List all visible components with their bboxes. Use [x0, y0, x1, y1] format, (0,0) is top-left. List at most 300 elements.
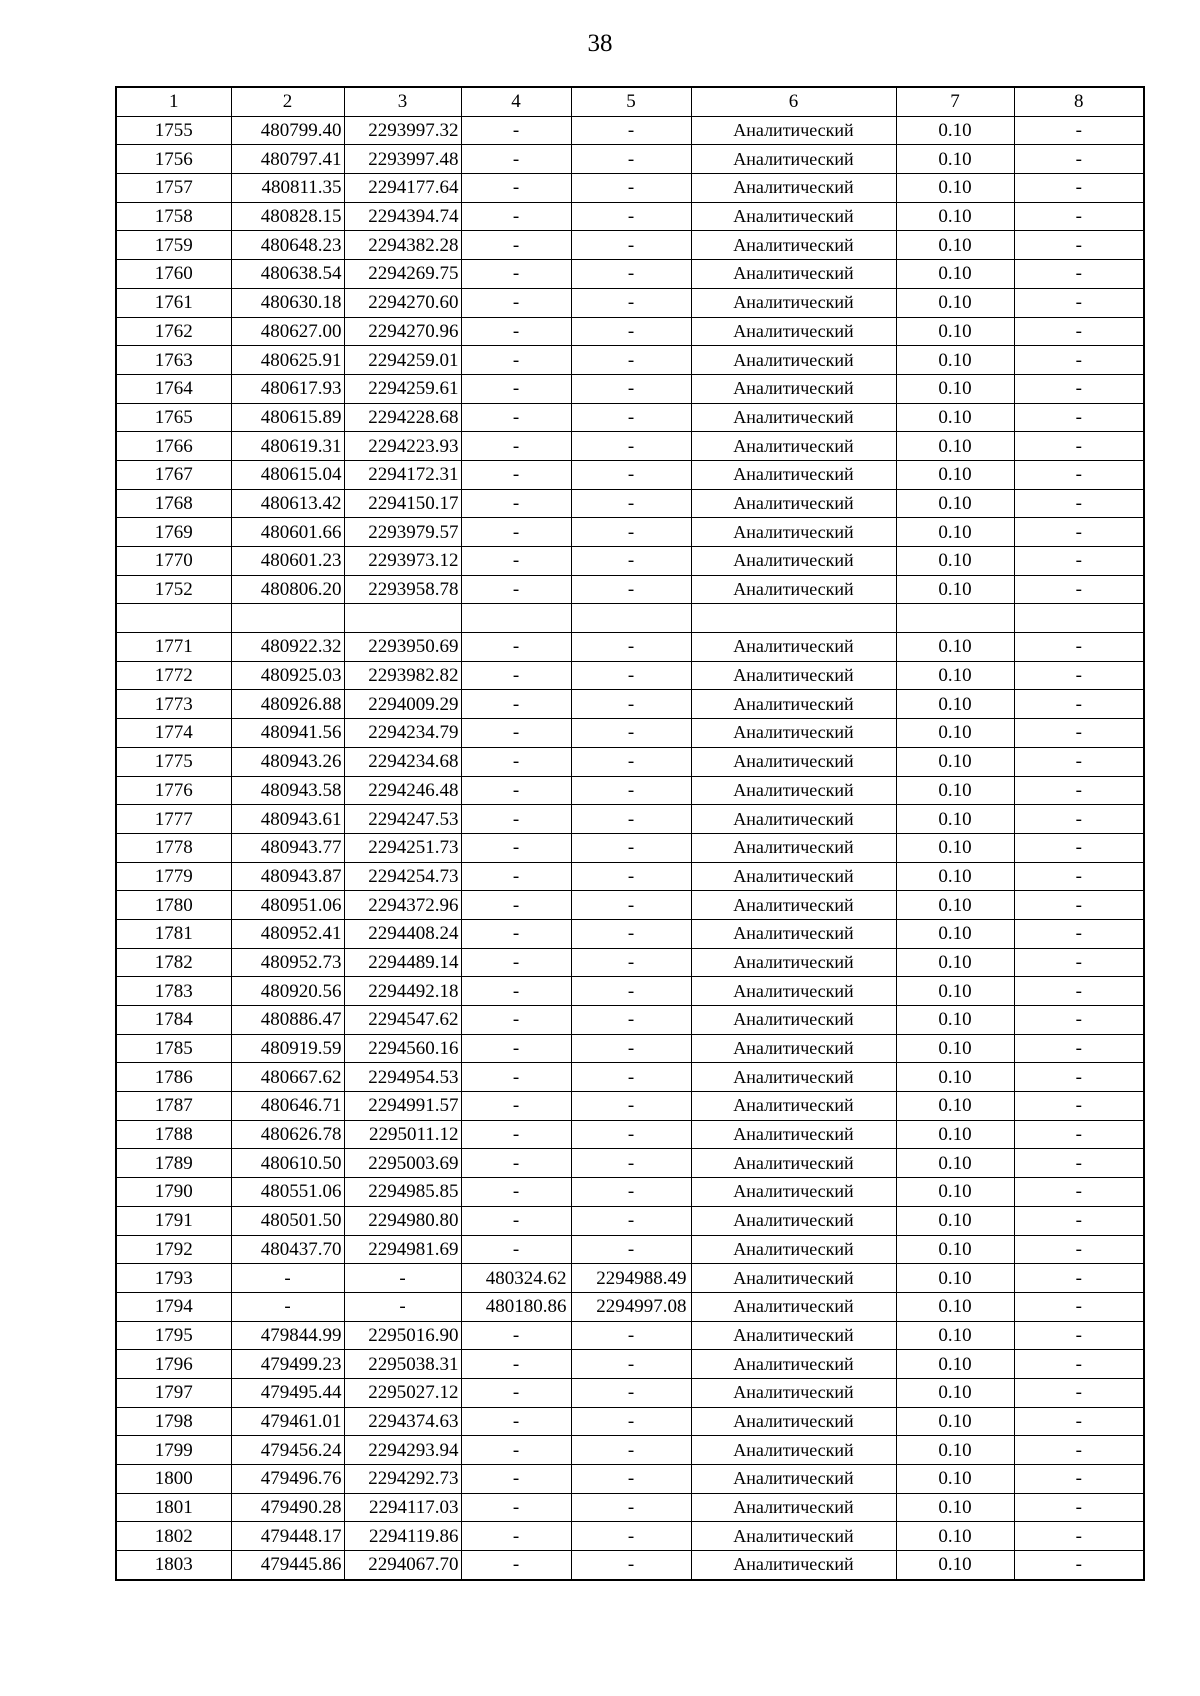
method-cell: Аналитический — [691, 231, 896, 260]
x-alt-coordinate-cell: - — [461, 747, 571, 776]
y-coordinate-cell: 2293950.69 — [344, 633, 461, 662]
y-alt-coordinate-cell: - — [571, 661, 691, 690]
table-row — [116, 1493, 1144, 1522]
accuracy-cell: 0.10 — [896, 1206, 1014, 1235]
method-cell: Аналитический — [691, 1465, 896, 1494]
x-alt-coordinate-cell: - — [461, 1551, 571, 1580]
x-alt-coordinate-cell: - — [461, 1006, 571, 1035]
y-coordinate-cell: 2293979.57 — [344, 518, 461, 547]
table-row — [116, 174, 1144, 203]
x-coordinate-cell: 480601.66 — [231, 518, 344, 547]
point-number-cell: 1796 — [116, 1350, 231, 1379]
table-row — [116, 1178, 1144, 1207]
y-alt-coordinate-cell: - — [571, 145, 691, 174]
y-alt-coordinate-cell: - — [571, 288, 691, 317]
y-coordinate-cell: 2294269.75 — [344, 260, 461, 289]
y-coordinate-cell: 2294394.74 — [344, 202, 461, 231]
method-cell: Аналитический — [691, 1493, 896, 1522]
note-cell: - — [1014, 1493, 1144, 1522]
x-alt-coordinate-cell: - — [461, 575, 571, 604]
y-coordinate-cell: 2293982.82 — [344, 661, 461, 690]
note-cell: - — [1014, 776, 1144, 805]
y-coordinate-cell: 2294117.03 — [344, 1493, 461, 1522]
note-cell: - — [1014, 1178, 1144, 1207]
accuracy-cell: 0.10 — [896, 489, 1014, 518]
method-cell: Аналитический — [691, 1034, 896, 1063]
x-alt-coordinate-cell: - — [461, 1465, 571, 1494]
column-header: 3 — [344, 87, 461, 116]
accuracy-cell — [896, 604, 1014, 633]
y-alt-coordinate-cell: - — [571, 547, 691, 576]
point-number-cell: 1756 — [116, 145, 231, 174]
x-coordinate-cell: 480437.70 — [231, 1235, 344, 1264]
table-row — [116, 231, 1144, 260]
y-coordinate-cell: 2293997.32 — [344, 116, 461, 145]
table-row — [116, 1264, 1144, 1293]
x-coordinate-cell: 479445.86 — [231, 1551, 344, 1580]
note-cell: - — [1014, 460, 1144, 489]
table-row — [116, 1063, 1144, 1092]
method-cell: Аналитический — [691, 518, 896, 547]
x-alt-coordinate-cell: - — [461, 1034, 571, 1063]
page-number: 38 — [587, 30, 613, 57]
method-cell: Аналитический — [691, 1063, 896, 1092]
note-cell: - — [1014, 288, 1144, 317]
accuracy-cell: 0.10 — [896, 833, 1014, 862]
accuracy-cell: 0.10 — [896, 575, 1014, 604]
method-cell: Аналитический — [691, 116, 896, 145]
x-coordinate-cell: 480667.62 — [231, 1063, 344, 1092]
point-number-cell: 1763 — [116, 346, 231, 375]
y-coordinate-cell: 2294119.86 — [344, 1522, 461, 1551]
y-coordinate-cell: 2294234.79 — [344, 719, 461, 748]
method-cell: Аналитический — [691, 460, 896, 489]
note-cell: - — [1014, 174, 1144, 203]
point-number-cell: 1772 — [116, 661, 231, 690]
method-cell: Аналитический — [691, 690, 896, 719]
x-coordinate-cell: 479490.28 — [231, 1493, 344, 1522]
table-row — [116, 1235, 1144, 1264]
x-coordinate-cell: 480617.93 — [231, 374, 344, 403]
accuracy-cell: 0.10 — [896, 919, 1014, 948]
x-alt-coordinate-cell: - — [461, 1206, 571, 1235]
accuracy-cell: 0.10 — [896, 661, 1014, 690]
y-coordinate-cell: 2294246.48 — [344, 776, 461, 805]
x-coordinate-cell: 480951.06 — [231, 891, 344, 920]
note-cell: - — [1014, 1149, 1144, 1178]
coordinates-table — [115, 86, 1145, 1581]
accuracy-cell: 0.10 — [896, 1034, 1014, 1063]
x-alt-coordinate-cell: - — [461, 1178, 571, 1207]
table-row — [116, 1092, 1144, 1121]
point-number-cell: 1794 — [116, 1292, 231, 1321]
x-alt-coordinate-cell: - — [461, 116, 571, 145]
x-alt-coordinate-cell: - — [461, 776, 571, 805]
table-row — [116, 604, 1144, 633]
method-cell: Аналитический — [691, 1092, 896, 1121]
method-cell: Аналитический — [691, 833, 896, 862]
point-number-cell: 1779 — [116, 862, 231, 891]
x-coordinate-cell: 479456.24 — [231, 1436, 344, 1465]
x-alt-coordinate-cell: - — [461, 1063, 571, 1092]
method-cell: Аналитический — [691, 719, 896, 748]
point-number-cell: 1768 — [116, 489, 231, 518]
note-cell: - — [1014, 1378, 1144, 1407]
x-coordinate-cell: 480646.71 — [231, 1092, 344, 1121]
y-coordinate-cell: 2294172.31 — [344, 460, 461, 489]
point-number-cell: 1757 — [116, 174, 231, 203]
table-row — [116, 1292, 1144, 1321]
x-coordinate-cell: 480615.89 — [231, 403, 344, 432]
y-alt-coordinate-cell: - — [571, 1378, 691, 1407]
table-row — [116, 633, 1144, 662]
note-cell: - — [1014, 374, 1144, 403]
x-alt-coordinate-cell: - — [461, 690, 571, 719]
y-alt-coordinate-cell: - — [571, 116, 691, 145]
y-alt-coordinate-cell: - — [571, 891, 691, 920]
y-alt-coordinate-cell: - — [571, 1006, 691, 1035]
x-coordinate-cell: 480619.31 — [231, 432, 344, 461]
y-coordinate-cell — [344, 604, 461, 633]
note-cell: - — [1014, 1551, 1144, 1580]
method-cell: Аналитический — [691, 346, 896, 375]
y-coordinate-cell: 2295011.12 — [344, 1120, 461, 1149]
table-row — [116, 1149, 1144, 1178]
y-alt-coordinate-cell: - — [571, 575, 691, 604]
x-coordinate-cell — [231, 604, 344, 633]
y-alt-coordinate-cell: - — [571, 948, 691, 977]
y-alt-coordinate-cell: - — [571, 805, 691, 834]
x-alt-coordinate-cell: 480324.62 — [461, 1264, 571, 1293]
table-row — [116, 977, 1144, 1006]
note-cell: - — [1014, 1350, 1144, 1379]
table-row — [116, 1206, 1144, 1235]
note-cell: - — [1014, 1292, 1144, 1321]
x-alt-coordinate-cell: - — [461, 346, 571, 375]
point-number-cell: 1762 — [116, 317, 231, 346]
point-number-cell: 1767 — [116, 460, 231, 489]
x-coordinate-cell: 480797.41 — [231, 145, 344, 174]
y-coordinate-cell: 2294292.73 — [344, 1465, 461, 1494]
y-alt-coordinate-cell: - — [571, 862, 691, 891]
point-number-cell: 1803 — [116, 1551, 231, 1580]
accuracy-cell: 0.10 — [896, 547, 1014, 576]
note-cell: - — [1014, 661, 1144, 690]
x-coordinate-cell: 479496.76 — [231, 1465, 344, 1494]
x-coordinate-cell: 479495.44 — [231, 1378, 344, 1407]
column-header: 1 — [116, 87, 231, 116]
accuracy-cell: 0.10 — [896, 260, 1014, 289]
y-alt-coordinate-cell: - — [571, 432, 691, 461]
accuracy-cell: 0.10 — [896, 317, 1014, 346]
x-coordinate-cell: 480630.18 — [231, 288, 344, 317]
note-cell: - — [1014, 948, 1144, 977]
accuracy-cell: 0.10 — [896, 1493, 1014, 1522]
y-coordinate-cell: 2294985.85 — [344, 1178, 461, 1207]
point-number-cell: 1800 — [116, 1465, 231, 1494]
x-alt-coordinate-cell: - — [461, 1407, 571, 1436]
y-coordinate-cell: 2293997.48 — [344, 145, 461, 174]
x-alt-coordinate-cell: - — [461, 1321, 571, 1350]
x-alt-coordinate-cell: - — [461, 489, 571, 518]
x-coordinate-cell: 480648.23 — [231, 231, 344, 260]
y-alt-coordinate-cell: - — [571, 317, 691, 346]
point-number-cell: 1770 — [116, 547, 231, 576]
accuracy-cell: 0.10 — [896, 518, 1014, 547]
x-alt-coordinate-cell: - — [461, 460, 571, 489]
note-cell: - — [1014, 747, 1144, 776]
y-coordinate-cell: 2294228.68 — [344, 403, 461, 432]
method-cell: Аналитический — [691, 374, 896, 403]
method-cell: Аналитический — [691, 1522, 896, 1551]
method-cell: Аналитический — [691, 202, 896, 231]
method-cell: Аналитический — [691, 403, 896, 432]
y-alt-coordinate-cell: - — [571, 1321, 691, 1350]
point-number-cell: 1799 — [116, 1436, 231, 1465]
method-cell: Аналитический — [691, 633, 896, 662]
column-header: 2 — [231, 87, 344, 116]
note-cell: - — [1014, 1034, 1144, 1063]
method-cell: Аналитический — [691, 1378, 896, 1407]
y-coordinate-cell: 2293973.12 — [344, 547, 461, 576]
note-cell: - — [1014, 346, 1144, 375]
method-cell: Аналитический — [691, 288, 896, 317]
y-alt-coordinate-cell: - — [571, 1493, 691, 1522]
method-cell: Аналитический — [691, 489, 896, 518]
x-alt-coordinate-cell: - — [461, 805, 571, 834]
table-row — [116, 403, 1144, 432]
note-cell: - — [1014, 919, 1144, 948]
accuracy-cell: 0.10 — [896, 633, 1014, 662]
method-cell: Аналитический — [691, 575, 896, 604]
y-alt-coordinate-cell: - — [571, 1235, 691, 1264]
method-cell: Аналитический — [691, 174, 896, 203]
table-row — [116, 1120, 1144, 1149]
x-alt-coordinate-cell: - — [461, 547, 571, 576]
y-coordinate-cell: 2294251.73 — [344, 833, 461, 862]
y-coordinate-cell: 2294980.80 — [344, 1206, 461, 1235]
table-row — [116, 805, 1144, 834]
accuracy-cell: 0.10 — [896, 862, 1014, 891]
method-cell: Аналитический — [691, 317, 896, 346]
y-coordinate-cell: 2294067.70 — [344, 1551, 461, 1580]
note-cell: - — [1014, 432, 1144, 461]
x-alt-coordinate-cell: - — [461, 891, 571, 920]
y-alt-coordinate-cell: - — [571, 1034, 691, 1063]
x-alt-coordinate-cell: - — [461, 1436, 571, 1465]
column-header: 8 — [1014, 87, 1144, 116]
note-cell — [1014, 604, 1144, 633]
x-alt-coordinate-cell: - — [461, 862, 571, 891]
x-coordinate-cell: 480615.04 — [231, 460, 344, 489]
table-row — [116, 833, 1144, 862]
point-number-cell: 1789 — [116, 1149, 231, 1178]
y-alt-coordinate-cell: - — [571, 460, 691, 489]
method-cell: Аналитический — [691, 747, 896, 776]
y-alt-coordinate-cell: - — [571, 1465, 691, 1494]
note-cell: - — [1014, 1522, 1144, 1551]
x-coordinate-cell: 480952.41 — [231, 919, 344, 948]
column-header: 7 — [896, 87, 1014, 116]
point-number-cell: 1801 — [116, 1493, 231, 1522]
note-cell: - — [1014, 202, 1144, 231]
y-coordinate-cell: 2294382.28 — [344, 231, 461, 260]
accuracy-cell: 0.10 — [896, 202, 1014, 231]
note-cell: - — [1014, 719, 1144, 748]
x-alt-coordinate-cell: 480180.86 — [461, 1292, 571, 1321]
table-row — [116, 202, 1144, 231]
method-cell: Аналитический — [691, 1407, 896, 1436]
x-coordinate-cell: 480638.54 — [231, 260, 344, 289]
x-coordinate-cell: 480943.77 — [231, 833, 344, 862]
x-alt-coordinate-cell: - — [461, 719, 571, 748]
y-coordinate-cell: 2294177.64 — [344, 174, 461, 203]
x-alt-coordinate-cell: - — [461, 833, 571, 862]
x-alt-coordinate-cell: - — [461, 317, 571, 346]
note-cell: - — [1014, 231, 1144, 260]
point-number-cell: 1795 — [116, 1321, 231, 1350]
y-alt-coordinate-cell: - — [571, 1522, 691, 1551]
accuracy-cell: 0.10 — [896, 346, 1014, 375]
y-alt-coordinate-cell: 2294997.08 — [571, 1292, 691, 1321]
y-coordinate-cell: 2294270.60 — [344, 288, 461, 317]
y-alt-coordinate-cell: - — [571, 719, 691, 748]
table-row — [116, 116, 1144, 145]
method-cell: Аналитический — [691, 260, 896, 289]
point-number-cell: 1769 — [116, 518, 231, 547]
accuracy-cell: 0.10 — [896, 174, 1014, 203]
y-alt-coordinate-cell: - — [571, 202, 691, 231]
accuracy-cell: 0.10 — [896, 719, 1014, 748]
x-coordinate-cell: 480811.35 — [231, 174, 344, 203]
method-cell: Аналитический — [691, 547, 896, 576]
note-cell: - — [1014, 1465, 1144, 1494]
table-row — [116, 374, 1144, 403]
table-header-row — [116, 87, 1144, 116]
method-cell: Аналитический — [691, 1350, 896, 1379]
accuracy-cell: 0.10 — [896, 116, 1014, 145]
point-number-cell: 1758 — [116, 202, 231, 231]
y-alt-coordinate-cell — [571, 604, 691, 633]
method-cell: Аналитический — [691, 1264, 896, 1293]
point-number-cell: 1788 — [116, 1120, 231, 1149]
note-cell: - — [1014, 116, 1144, 145]
accuracy-cell: 0.10 — [896, 1149, 1014, 1178]
column-header: 6 — [691, 87, 896, 116]
x-alt-coordinate-cell — [461, 604, 571, 633]
y-coordinate-cell: 2294547.62 — [344, 1006, 461, 1035]
method-cell: Аналитический — [691, 1292, 896, 1321]
table-row — [116, 1034, 1144, 1063]
y-alt-coordinate-cell: - — [571, 518, 691, 547]
point-number-cell: 1771 — [116, 633, 231, 662]
method-cell: Аналитический — [691, 862, 896, 891]
point-number-cell: 1759 — [116, 231, 231, 260]
y-coordinate-cell: 2294247.53 — [344, 805, 461, 834]
y-coordinate-cell: 2294254.73 — [344, 862, 461, 891]
table-row — [116, 575, 1144, 604]
accuracy-cell: 0.10 — [896, 1378, 1014, 1407]
method-cell: Аналитический — [691, 661, 896, 690]
y-alt-coordinate-cell: - — [571, 977, 691, 1006]
x-coordinate-cell: 480922.32 — [231, 633, 344, 662]
x-coordinate-cell: 479844.99 — [231, 1321, 344, 1350]
y-coordinate-cell: 2294374.63 — [344, 1407, 461, 1436]
y-coordinate-cell: 2295003.69 — [344, 1149, 461, 1178]
accuracy-cell: 0.10 — [896, 690, 1014, 719]
y-alt-coordinate-cell: - — [571, 403, 691, 432]
accuracy-cell: 0.10 — [896, 1264, 1014, 1293]
note-cell: - — [1014, 489, 1144, 518]
method-cell: Аналитический — [691, 776, 896, 805]
x-alt-coordinate-cell: - — [461, 432, 571, 461]
column-header: 5 — [571, 87, 691, 116]
note-cell: - — [1014, 1006, 1144, 1035]
x-alt-coordinate-cell: - — [461, 1092, 571, 1121]
table-row — [116, 288, 1144, 317]
accuracy-cell: 0.10 — [896, 1063, 1014, 1092]
accuracy-cell: 0.10 — [896, 1006, 1014, 1035]
note-cell: - — [1014, 891, 1144, 920]
table-row — [116, 1407, 1144, 1436]
y-alt-coordinate-cell: - — [571, 747, 691, 776]
table-row — [116, 776, 1144, 805]
point-number-cell: 1785 — [116, 1034, 231, 1063]
x-coordinate-cell: 480920.56 — [231, 977, 344, 1006]
x-coordinate-cell: 480625.91 — [231, 346, 344, 375]
y-coordinate-cell: 2294234.68 — [344, 747, 461, 776]
accuracy-cell: 0.10 — [896, 460, 1014, 489]
point-number-cell: 1761 — [116, 288, 231, 317]
y-alt-coordinate-cell: - — [571, 374, 691, 403]
x-alt-coordinate-cell: - — [461, 948, 571, 977]
y-alt-coordinate-cell: - — [571, 1407, 691, 1436]
y-alt-coordinate-cell: - — [571, 776, 691, 805]
y-coordinate-cell: 2294489.14 — [344, 948, 461, 977]
table-row — [116, 1436, 1144, 1465]
x-coordinate-cell: 480941.56 — [231, 719, 344, 748]
y-coordinate-cell: 2295016.90 — [344, 1321, 461, 1350]
note-cell: - — [1014, 1321, 1144, 1350]
x-alt-coordinate-cell: - — [461, 231, 571, 260]
x-coordinate-cell: 480952.73 — [231, 948, 344, 977]
y-alt-coordinate-cell: - — [571, 231, 691, 260]
x-alt-coordinate-cell: - — [461, 202, 571, 231]
y-alt-coordinate-cell: - — [571, 1436, 691, 1465]
x-alt-coordinate-cell: - — [461, 1522, 571, 1551]
accuracy-cell: 0.10 — [896, 288, 1014, 317]
table-row — [116, 661, 1144, 690]
point-number-cell: 1787 — [116, 1092, 231, 1121]
accuracy-cell: 0.10 — [896, 1120, 1014, 1149]
point-number-cell: 1765 — [116, 403, 231, 432]
table-row — [116, 432, 1144, 461]
accuracy-cell: 0.10 — [896, 432, 1014, 461]
accuracy-cell: 0.10 — [896, 1407, 1014, 1436]
x-coordinate-cell: 480943.61 — [231, 805, 344, 834]
method-cell: Аналитический — [691, 1120, 896, 1149]
method-cell: Аналитический — [691, 919, 896, 948]
table-row — [116, 317, 1144, 346]
method-cell: Аналитический — [691, 805, 896, 834]
x-coordinate-cell: 480943.58 — [231, 776, 344, 805]
x-alt-coordinate-cell: - — [461, 661, 571, 690]
table-row — [116, 1006, 1144, 1035]
x-coordinate-cell: 480919.59 — [231, 1034, 344, 1063]
accuracy-cell: 0.10 — [896, 231, 1014, 260]
y-alt-coordinate-cell: - — [571, 346, 691, 375]
table-row — [116, 260, 1144, 289]
